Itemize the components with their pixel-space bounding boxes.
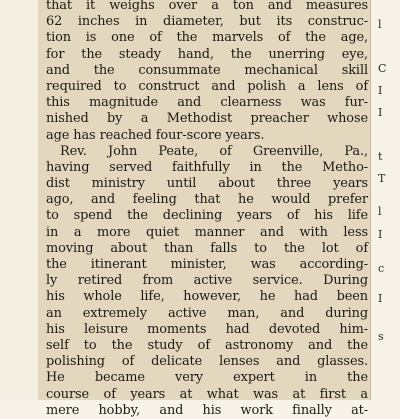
- article-line: tion is one of the marvels of the age,: [46, 30, 368, 46]
- column-fragment: t: [378, 150, 383, 163]
- article-line: that it weighs over a ton and measures: [46, 0, 368, 13]
- column-fragment: s: [378, 330, 384, 343]
- article-line: 62 inches in diameter, but its construc-: [46, 14, 368, 30]
- adjacent-column-fragments: [376, 0, 398, 400]
- article-line: this magnitude and clearness was fur-: [46, 95, 368, 111]
- article-line: in a more quiet manner and with less: [46, 224, 368, 240]
- article-line: moving about than falls to the lot of: [46, 240, 368, 256]
- article-line: mere hobby, and his work finally at-: [46, 402, 368, 418]
- article-line: course of years at what was at first a: [46, 386, 368, 402]
- article-line: his leisure moments had devoted him-: [46, 321, 368, 337]
- article-line: required to construct and polish a lens of: [46, 78, 368, 94]
- column-fragment: T: [378, 172, 386, 185]
- article-line: for the steady hand, the unerring eye,: [46, 46, 368, 62]
- article-line: the itinerant minister, was according-: [46, 257, 368, 272]
- article-line: ago, and feeling that he would prefer: [46, 192, 368, 208]
- column-fragment: l: [378, 18, 382, 31]
- article-line: Rev. John Peate, of Greenville, Pa.,: [60, 143, 368, 159]
- column-fragment: I: [378, 228, 383, 241]
- article-line: self to the study of astronomy and the: [46, 337, 368, 353]
- column-fragment: c: [378, 262, 385, 275]
- article-line: age has reached four-score years.: [46, 127, 265, 143]
- column-fragment: I: [378, 84, 383, 97]
- column-fragment: I: [378, 106, 383, 119]
- article-line: an extremely active man, and during: [46, 305, 368, 321]
- article-line: nished by a Methodist preacher whose: [46, 111, 368, 127]
- article-line: to spend the declining years of his life: [46, 208, 368, 224]
- article-line: ly retired from active service. During: [46, 273, 368, 289]
- article-line: his whole life, however, he had been: [46, 289, 368, 305]
- article-line: polishing of delicate lenses and glasses.: [46, 354, 368, 370]
- article-line: dist ministry until about three years: [46, 176, 368, 192]
- column-fragment: l: [378, 205, 382, 218]
- article-line: and the consummate mechanical skill: [46, 62, 368, 78]
- article-text: [46, 0, 368, 419]
- article-line: He became very expert in the: [46, 370, 368, 386]
- column-fragment: I: [378, 292, 383, 305]
- column-fragment: C: [378, 62, 387, 75]
- article-line: having served faithfully in the Metho-: [46, 159, 368, 175]
